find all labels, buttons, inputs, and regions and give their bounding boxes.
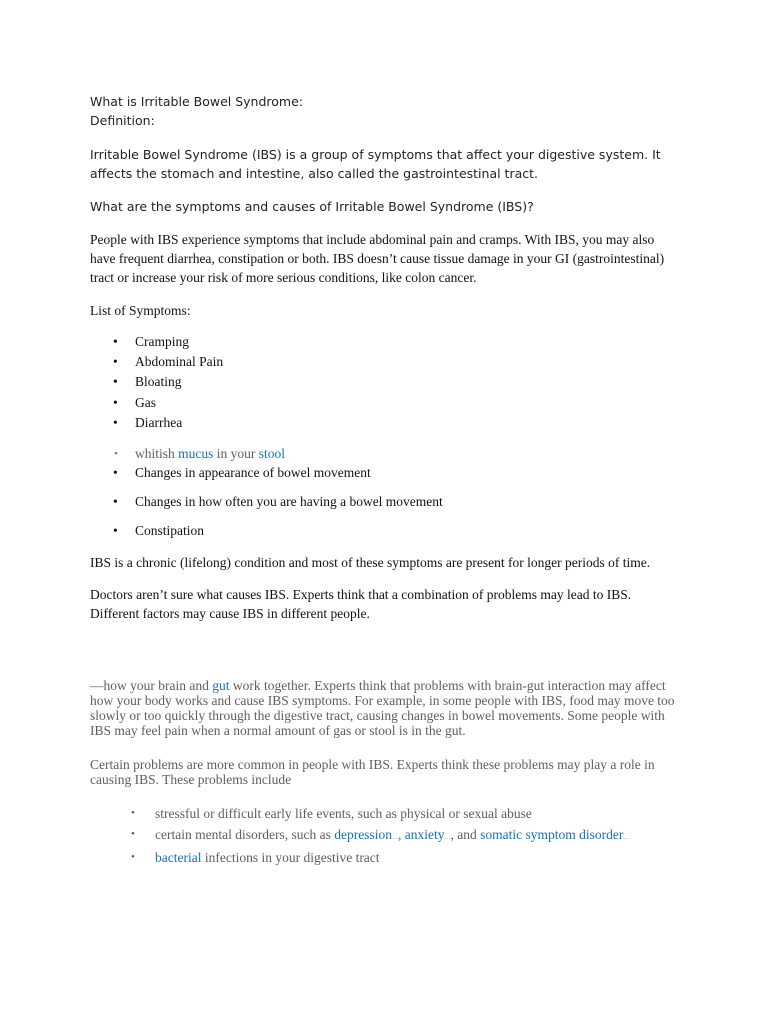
list-item: • Diarrhea xyxy=(90,413,680,433)
list-item: • Changes in how often you are having a bowel movement xyxy=(90,492,680,511)
external-link-icon: ... xyxy=(391,832,398,842)
stool-link[interactable]: stool xyxy=(258,446,286,462)
causes-paragraph: Doctors aren’t sure what causes IBS. Experts think that a combination of problems may lead to IBS. Different factors may cause IBS in different people. xyxy=(90,587,632,622)
chronic-paragraph: IBS is a chronic (lifelong) condition and most of these symptoms are present for longer periods of time. xyxy=(90,555,651,571)
external-link-icon: ... xyxy=(444,832,451,842)
gut-link[interactable]: gut xyxy=(212,678,230,694)
definition-label: Definition: xyxy=(90,113,155,128)
list-item-mucus: • whitish mucus in your stool xyxy=(114,446,286,462)
mucus-link[interactable]: mucus xyxy=(178,446,214,462)
symptoms-question: What are the symptoms and causes of Irritable Bowel Syndrome (IBS)? xyxy=(90,199,534,214)
depression-link[interactable]: depression xyxy=(334,827,392,843)
symptoms-list-label: List of Symptoms: xyxy=(90,303,191,318)
symptoms-list xyxy=(90,332,680,433)
list-item-mental-disorders: • certain mental disorders, such as depression..., anxiety..., and somatic symptom disorder... xyxy=(90,827,680,844)
document-page xyxy=(90,92,680,865)
symptoms-list-extra xyxy=(90,445,680,463)
list-item: • Constipation xyxy=(90,521,680,540)
symptoms-intro-paragraph: People with IBS experience symptoms that include abdominal pain and cramps. With IBS, you may also have frequent diarrhea, constipation or both. IBS doesn’t cause tissue damage in your GI (gastrointestinal) tract or increase your risk of more serious conditions, like colon cancer. xyxy=(90,232,665,285)
list-item: • Changes in appearance of bowel movement xyxy=(90,463,680,482)
somatic-symptom-disorder-link[interactable]: somatic symptom disorder xyxy=(480,827,624,843)
brain-gut-paragraph: —how your brain and gut work together. Experts think that problems with brain-gut interaction may affect how your body works and cause IBS symptoms. For example, in some people with IBS, food may move too slowly or too quickly through the digestive tract, causing changes in bowel movements. Some people with IBS may feel pain when a normal amount of gas or stool is in the gut. xyxy=(90,678,675,739)
bullet-icon: • xyxy=(114,448,118,461)
list-item: • Abdominal Pain xyxy=(90,352,680,372)
bacterial-link[interactable]: bacterial xyxy=(155,850,202,866)
list-item: • Bloating xyxy=(90,372,680,392)
anxiety-link[interactable]: anxiety xyxy=(404,827,445,843)
list-item: • stressful or difficult early life events, such as physical or sexual abuse xyxy=(90,806,680,821)
list-item-bacterial: • bacterial infections in your digestive tract xyxy=(90,850,680,865)
symptoms-list-more xyxy=(90,463,680,540)
external-link-icon: ... xyxy=(623,832,630,842)
common-problems-paragraph: Certain problems are more common in people with IBS. Experts think these problems may play a role in causing IBS. These problems include xyxy=(90,757,655,788)
list-item: • Cramping xyxy=(90,332,680,352)
definition-paragraph: Irritable Bowel Syndrome (IBS) is a group of symptoms that affect your digestive system. It affects the stomach and intestine, also called the gastrointestinal tract. xyxy=(90,147,661,181)
document-heading: What is Irritable Bowel Syndrome: xyxy=(90,94,303,109)
problems-list xyxy=(90,806,680,865)
list-item: • Gas xyxy=(90,393,680,413)
